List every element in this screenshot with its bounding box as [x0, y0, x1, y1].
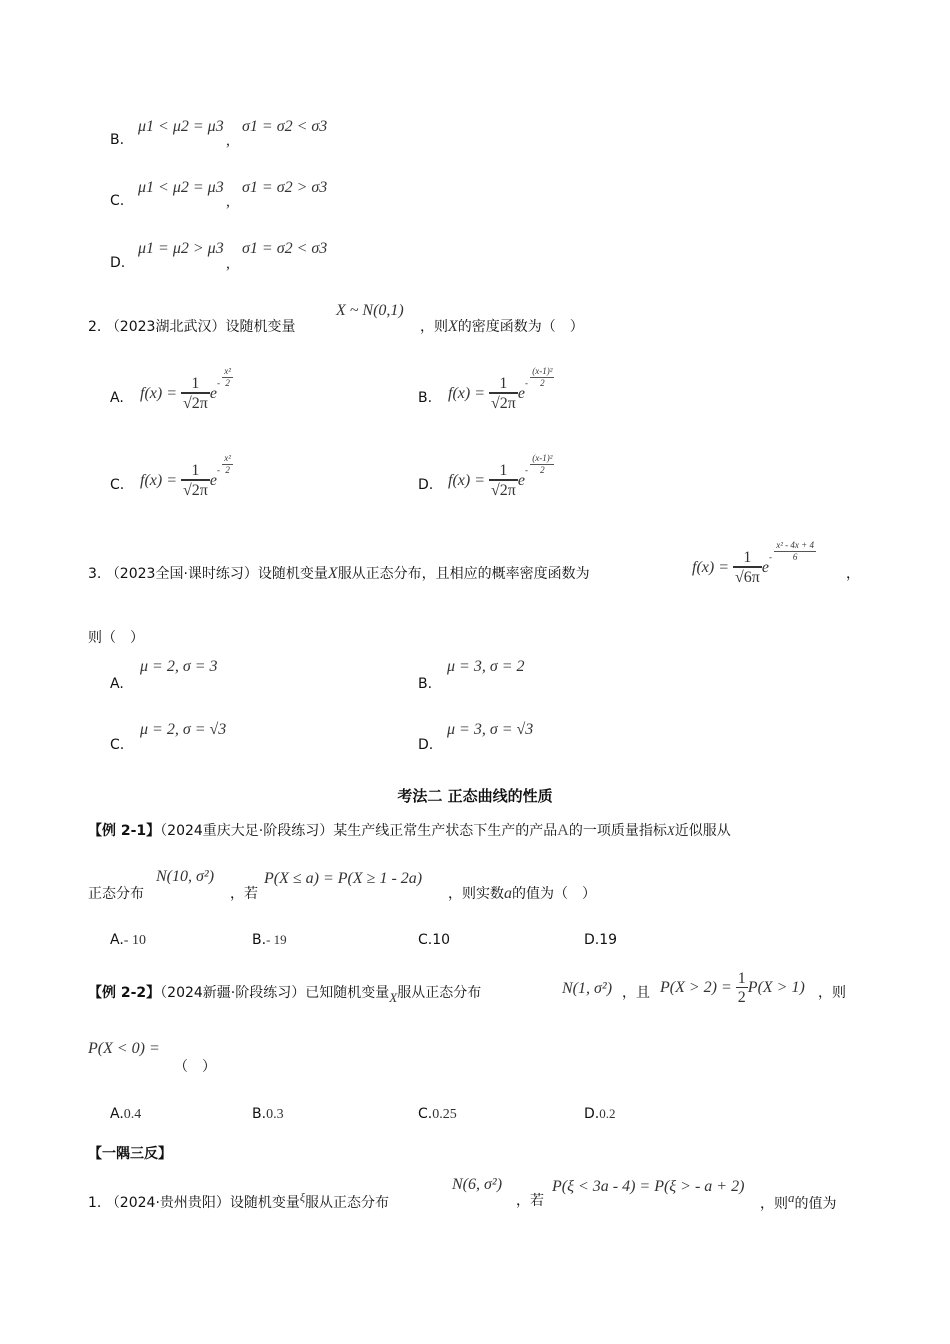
ex22-option-c: C.0.25	[418, 1106, 457, 1122]
comma: ,	[226, 255, 230, 272]
q2-option-a-formula: f(x) = $\frac{1}{√2\pi}$ e- $\frac{\text{x²}}{2}$	[140, 366, 231, 413]
ex22-option-a: A.0.4	[110, 1106, 142, 1122]
q1-option-d-mu: μ1 = μ2 > μ3	[138, 240, 224, 257]
q2-option-d-formula: f(x) = $\frac{1}{√2\pi}$ e- $\frac{\text{(x-1)²}}{2}$	[448, 453, 553, 500]
ex22-paren: （ ）	[174, 1059, 216, 1075]
ex22-text4: ，则	[818, 985, 846, 1001]
q1-option-b-sigma: σ1 = σ2 < σ3	[242, 118, 328, 135]
q1-option-d-sigma: σ1 = σ2 < σ3	[242, 240, 328, 257]
q1-option-d: D.	[110, 255, 126, 271]
p1-distribution: N(6, σ²)	[452, 1176, 503, 1193]
ex22-stem: 【例 2-2】（2024新疆·阶段练习）已知随机变量X服从正态分布	[88, 985, 482, 1005]
q2-option-b-label: B.	[418, 390, 433, 406]
q1-option-c-mu: μ1 < μ2 = μ3	[138, 179, 224, 196]
q3-option-c-label: C.	[110, 737, 125, 753]
q3-option-b-label: B.	[418, 676, 433, 692]
ex21-condition: P(X ≤ a) = P(X ≥ 1 - 2a)	[264, 870, 423, 887]
q2-stem: 2. （2023湖北武汉）设随机变量	[88, 319, 296, 335]
ex21-line2-a: 正态分布	[88, 886, 144, 902]
ex21-option-d: D.19	[584, 932, 618, 948]
ex21-option-c: C.10	[418, 932, 451, 948]
q3-trail: ，	[846, 566, 860, 582]
p1-text3: ，若	[516, 1193, 544, 1209]
q1-option-c-sigma: σ1 = σ2 > σ3	[242, 179, 328, 196]
q1-option-b: B.	[110, 132, 125, 148]
ex21-option-b: B.- 19	[252, 932, 287, 948]
q1-option-c: C.	[110, 193, 125, 209]
ex21-distribution: N(10, σ²)	[156, 868, 215, 885]
q3-option-b-formula: μ = 3, σ = 2	[447, 658, 525, 675]
q2-option-c-formula: f(x) = $\frac{1}{√2\pi}$ e- $\frac{\text{x²}}{2}$	[140, 453, 231, 500]
q3-option-c-formula: μ = 2, σ = √3	[140, 721, 227, 738]
ex22-text3: ，且	[622, 985, 650, 1001]
section-title: 考法二 正态曲线的性质	[397, 787, 553, 805]
q3-option-d-label: D.	[418, 737, 434, 753]
q3-option-a-label: A.	[110, 676, 124, 692]
p1-stem: 1. （2024·贵州贵阳）设随机变量ξ服从正态分布	[88, 1190, 390, 1211]
practice-heading: 【一隅三反】	[88, 1146, 172, 1162]
q3-line2: 则（ ）	[88, 630, 144, 646]
comma: ,	[226, 193, 230, 210]
ex21-line2-b: ，若	[230, 886, 258, 902]
q3-option-a-formula: μ = 2, σ = 3	[140, 658, 218, 675]
ex21-option-a: A.- 10	[110, 932, 146, 948]
ex22-condition: P(X > 2) = $\frac{1}{2}$ P(X > 1)	[660, 970, 805, 1006]
ex22-line2: P(X < 0) =	[88, 1040, 160, 1057]
q3-density-formula: f(x) = $\frac{1}{√6\pi}$ e- $\frac{\text{x² - 4x + 4}}{6}$	[692, 540, 814, 587]
q2-stem-end: ，则X的密度函数为（ ）	[420, 318, 584, 335]
q2-option-a-label: A.	[110, 390, 124, 406]
ex21-stem: 【例 2-1】（2024重庆大足·阶段练习）某生产线正常生产状态下生产的产品A的一项质量指标X近似服从	[88, 822, 731, 839]
p1-tail: ，则a的值为	[760, 1190, 837, 1212]
q2-distribution: X ~ N(0,1)	[336, 302, 404, 319]
q2-option-d-label: D.	[418, 477, 434, 493]
ex21-line2-c: ，则实数a的值为（ ）	[448, 885, 596, 902]
q3-stem: 3. （2023全国·课时练习）设随机变量X服从正态分布，且相应的概率密度函数为	[88, 565, 590, 582]
q2-option-b-formula: f(x) = $\frac{1}{√2\pi}$ e- $\frac{\text{(x-1)²}}{2}$	[448, 366, 553, 413]
p1-condition: P(ξ < 3a - 4) = P(ξ > - a + 2)	[552, 1178, 745, 1195]
comma: ,	[226, 132, 230, 149]
ex22-option-d: D.0.2	[584, 1106, 616, 1122]
ex22-option-b: B.0.3	[252, 1106, 284, 1122]
q3-option-d-formula: μ = 3, σ = √3	[447, 721, 534, 738]
q1-option-b-mu: μ1 < μ2 = μ3	[138, 118, 224, 135]
q2-option-c-label: C.	[110, 477, 125, 493]
ex22-distribution: N(1, σ²)	[562, 980, 613, 997]
